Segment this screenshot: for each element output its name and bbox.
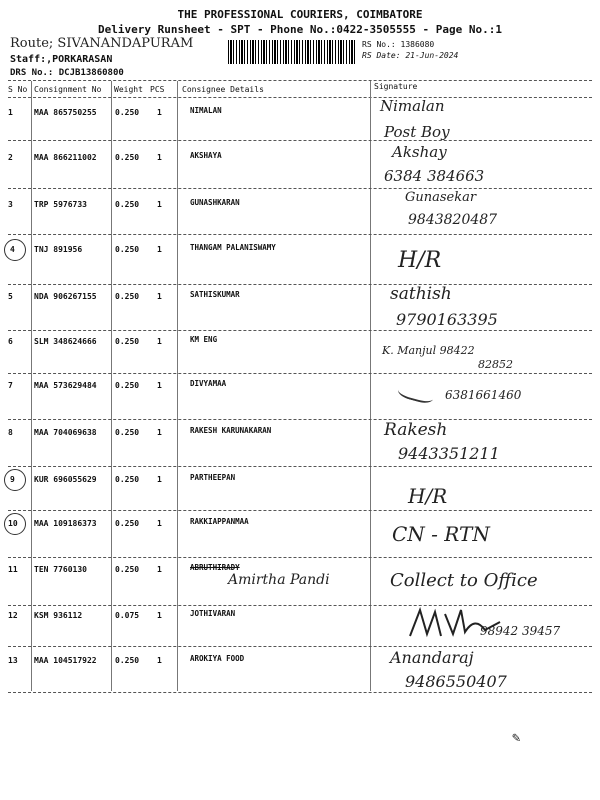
company-title: THE PROFESSIONAL COURIERS, COIMBATORE <box>177 8 423 21</box>
row-consignee: NIMALAN <box>190 106 222 115</box>
row-sno: 9 <box>10 475 15 484</box>
row-consignee: DIVYAMAA <box>190 379 227 388</box>
row-pcs: 1 <box>157 656 162 665</box>
row-signature: H/R <box>398 248 442 273</box>
row-signature: Collect to Office <box>390 570 538 591</box>
row-weight: 0.250 <box>115 656 140 665</box>
row-weight: 0.250 <box>115 245 140 254</box>
row-pcs: 1 <box>157 565 162 574</box>
staff-label: Staff:,PORKARASAN <box>10 54 113 65</box>
row-pcs: 1 <box>157 108 162 117</box>
row-signature-note: 9843820487 <box>408 212 498 228</box>
row-consignee: ABRUTHIRADY <box>190 563 240 572</box>
row-divider <box>8 140 592 141</box>
row-signature: Gunasekar <box>405 190 477 205</box>
row-consignee: KM ENG <box>190 335 218 344</box>
pen-mark: ✎ <box>512 730 521 746</box>
row-consignment: MAA 104517922 <box>34 656 97 665</box>
row-signature-note: 9486550407 <box>405 672 507 691</box>
row-sno: 2 <box>8 153 13 162</box>
row-pcs: 1 <box>157 153 162 162</box>
barcode <box>228 40 356 64</box>
row-weight: 0.250 <box>115 153 140 162</box>
row-divider <box>8 373 592 374</box>
row-signature-note: Post Boy <box>384 123 450 141</box>
row-consignment: KSM 936112 <box>34 611 83 620</box>
row-consignee: RAKKIAPPANMAA <box>190 517 249 526</box>
row-divider <box>8 284 592 285</box>
col-consignment: Consignment No <box>34 85 102 94</box>
row-consignee: RAKESH KARUNAKARAN <box>190 426 272 435</box>
col-weight: Weight <box>114 85 143 94</box>
row-consignment: KUR 696055629 <box>34 475 97 484</box>
row-pcs: 1 <box>157 475 162 484</box>
row-pcs: 1 <box>157 337 162 346</box>
row-signature: Anandaraj <box>390 648 474 667</box>
signature-scribble <box>397 381 436 406</box>
row-pcs: 1 <box>157 245 162 254</box>
col-separator <box>177 81 178 691</box>
header-bottom-rule <box>8 97 592 98</box>
row-divider <box>8 510 592 511</box>
row-consignment: TRP 5976733 <box>34 200 87 209</box>
row-sno: 12 <box>8 611 18 620</box>
row-weight: 0.250 <box>115 337 140 346</box>
row-handwritten-consignee: Amirtha Pandi <box>228 572 330 588</box>
row-divider <box>8 557 592 558</box>
row-weight: 0.250 <box>115 519 140 528</box>
col-pcs: PCS <box>150 85 165 94</box>
row-consignee: AROKIYA FOOD <box>190 654 245 663</box>
row-weight: 0.250 <box>115 565 140 574</box>
row-consignee: THANGAM PALANISWAMY <box>190 243 276 252</box>
row-sno: 6 <box>8 337 13 346</box>
drs-number: DRS No.: DCJB13860800 <box>10 68 124 78</box>
row-signature: CN - RTN <box>392 522 490 546</box>
row-divider <box>8 330 592 331</box>
row-sno: 5 <box>8 292 13 301</box>
row-consignee: AKSHAYA <box>190 151 222 160</box>
row-sno: 8 <box>8 428 13 437</box>
row-divider <box>8 234 592 235</box>
row-divider <box>8 646 592 647</box>
row-weight: 0.250 <box>115 292 140 301</box>
row-consignee: PARTHEEPAN <box>190 473 236 482</box>
row-signature: Rakesh <box>384 420 448 440</box>
row-consignee: GUNASHKARAN <box>190 198 240 207</box>
row-weight: 0.250 <box>115 108 140 117</box>
row-weight: 0.250 <box>115 428 140 437</box>
row-sno: 1 <box>8 108 13 117</box>
row-signature: 98942 39457 <box>480 624 561 638</box>
row-pcs: 1 <box>157 611 162 620</box>
runsheet-subtitle: Delivery Runsheet - SPT - Phone No.:0422-3505555 - Page No.:1 <box>98 23 502 36</box>
row-weight: 0.075 <box>115 611 140 620</box>
col-separator <box>370 81 371 691</box>
row-pcs: 1 <box>157 200 162 209</box>
row-consignment: MAA 865750255 <box>34 108 97 117</box>
row-consignment: NDA 906267155 <box>34 292 97 301</box>
row-sno: 7 <box>8 381 13 390</box>
row-signature-note: 6384 384663 <box>384 167 485 185</box>
row-weight: 0.250 <box>115 381 140 390</box>
row-signature: H/R <box>408 484 448 508</box>
row-divider <box>8 188 592 189</box>
row-consignment: TEN 7760130 <box>34 565 87 574</box>
col-separator <box>31 81 32 691</box>
row-sno: 13 <box>8 656 18 665</box>
row-signature-note: 9790163395 <box>396 310 498 329</box>
row-divider <box>8 419 592 420</box>
row-sno: 3 <box>8 200 13 209</box>
row-signature: K. Manjul 98422 <box>382 344 475 357</box>
row-signature: Akshay <box>392 143 447 161</box>
row-pcs: 1 <box>157 292 162 301</box>
sno-circle-mark <box>4 239 26 261</box>
col-sno: S No <box>8 85 28 94</box>
row-weight: 0.250 <box>115 475 140 484</box>
row-signature: sathish <box>390 284 452 304</box>
row-signature-note: 9443351211 <box>398 444 500 463</box>
row-sno: 11 <box>8 565 18 574</box>
col-signature: Signature <box>374 82 418 91</box>
col-separator <box>111 81 112 691</box>
row-pcs: 1 <box>157 428 162 437</box>
sno-circle-mark <box>4 469 26 491</box>
row-divider <box>8 466 592 467</box>
row-weight: 0.250 <box>115 200 140 209</box>
col-consignee: Consignee Details <box>182 85 264 94</box>
rs-number: RS No.: 1386080 <box>362 40 435 49</box>
row-signature: Nimalan <box>380 97 445 115</box>
row-divider <box>8 692 592 693</box>
rs-date: RS Date: 21-Jun-2024 <box>362 51 459 60</box>
row-pcs: 1 <box>157 381 162 390</box>
row-consignee: SATHISKUMAR <box>190 290 240 299</box>
row-consignment: MAA 704069638 <box>34 428 97 437</box>
row-sno: 10 <box>8 519 18 528</box>
row-consignment: MAA 109186373 <box>34 519 97 528</box>
route-label: Route; SIVANANDAPURAM <box>10 36 194 51</box>
row-consignment: MAA 573629484 <box>34 381 97 390</box>
row-consignee: JOTHIVARAN <box>190 609 236 618</box>
header-top-rule <box>8 80 592 81</box>
row-consignment: SLM 348624666 <box>34 337 97 346</box>
row-pcs: 1 <box>157 519 162 528</box>
row-consignment: MAA 866211002 <box>34 153 97 162</box>
row-signature: 6381661460 <box>445 388 522 402</box>
row-signature-note: 82852 <box>478 358 513 371</box>
row-consignment: TNJ 891956 <box>34 245 83 254</box>
row-sno: 4 <box>10 245 15 254</box>
